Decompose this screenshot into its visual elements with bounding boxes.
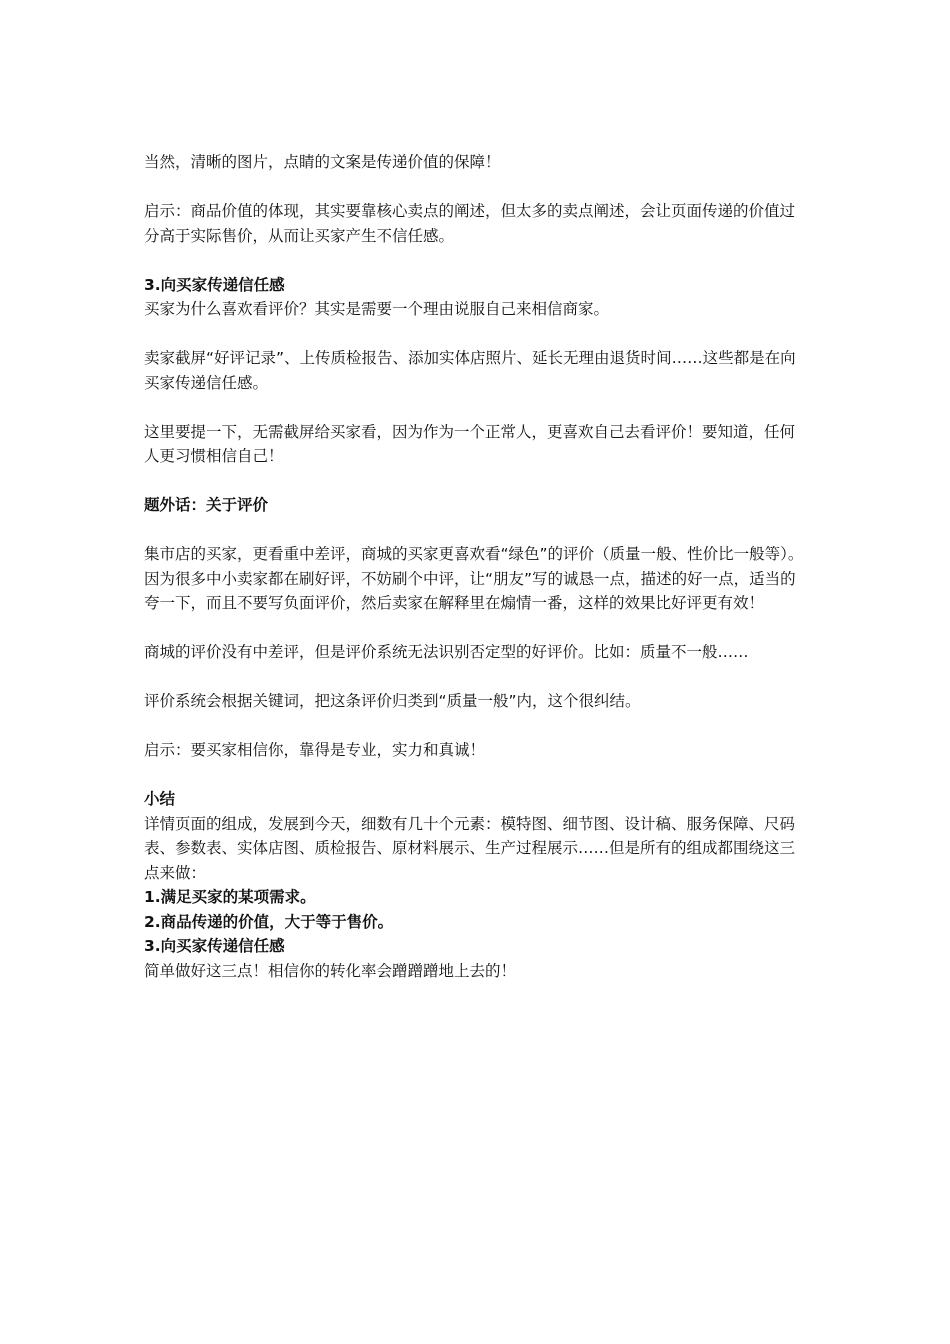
paragraph: 详情页面的组成，发展到今天，细数有几十个元素：模特图、细节图、设计稿、服务保障、尺码表、参数表、实体店图、质检报告、原材料展示、生产过程展示……但是所有的组成都围绕这三点来做：	[144, 814, 796, 882]
document-body	[144, 150, 810, 983]
paragraph: 当然，清晰的图片，点睛的文案是传递价值的保障！	[144, 153, 501, 171]
spacer	[144, 665, 810, 690]
summary-point: 2.商品传递的价值，大于等于售价。	[144, 912, 394, 931]
section-heading: 3.向买家传递信任感	[144, 275, 285, 294]
paragraph: 集市店的买家，更看重中差评，商城的买家更喜欢看“绿色”的评价（质量一般、性价比一般等）。因为很多中小卖家都在刷好评，不妨刷个中评，让“朋友”写的诚恳一点，描述的好一点，适当的夸一下，而且不要写负面评价，然后卖家在解释里在煽情一番，这样的效果比好评更有效！	[144, 545, 804, 612]
insight-paragraph: 启示：商品价值的体现，其实要靠核心卖点的阐述，但太多的卖点阐述，会让页面传递的价值过分高于实际售价，从而让买家产生不信任感。	[144, 202, 796, 245]
spacer	[144, 763, 810, 788]
paragraph: 评价系统会根据关键词，把这条评价归类到“质量一般”内，这个很纠结。	[144, 692, 641, 710]
paragraph: 卖家截屏“好评记录”、上传质检报告、添加实体店照片、延长无理由退货时间……这些都是在向买家传递信任感。	[144, 349, 796, 392]
spacer	[144, 395, 810, 420]
summary-heading: 小结	[144, 790, 176, 808]
paragraph: 买家为什么喜欢看评价？其实是需要一个理由说服自己来相信商家。	[144, 300, 610, 318]
closing-paragraph: 简单做好这三点！相信你的转化率会蹭蹭蹭地上去的！	[144, 961, 517, 980]
spacer	[144, 322, 810, 347]
spacer	[144, 248, 810, 273]
paragraph: 商城的评价没有中差评，但是评价系统无法识别否定型的好评价。比如：质量不一般……	[144, 643, 749, 661]
paragraph: 这里要提一下，无需截屏给买家看，因为作为一个正常人，更喜欢自己去看评价！要知道，任何人更习惯相信自己！	[144, 422, 796, 465]
spacer	[144, 469, 810, 494]
aside-heading: 题外话：关于评价	[144, 496, 269, 514]
spacer	[144, 175, 810, 200]
insight-paragraph: 启示：要买家相信你，靠得是专业，实力和真诚！	[144, 741, 486, 759]
spacer	[144, 714, 810, 739]
spacer	[144, 616, 810, 641]
spacer	[144, 518, 810, 543]
summary-point: 1.满足买家的某项需求。	[144, 888, 316, 906]
summary-point: 3.向买家传递信任感	[144, 937, 285, 955]
